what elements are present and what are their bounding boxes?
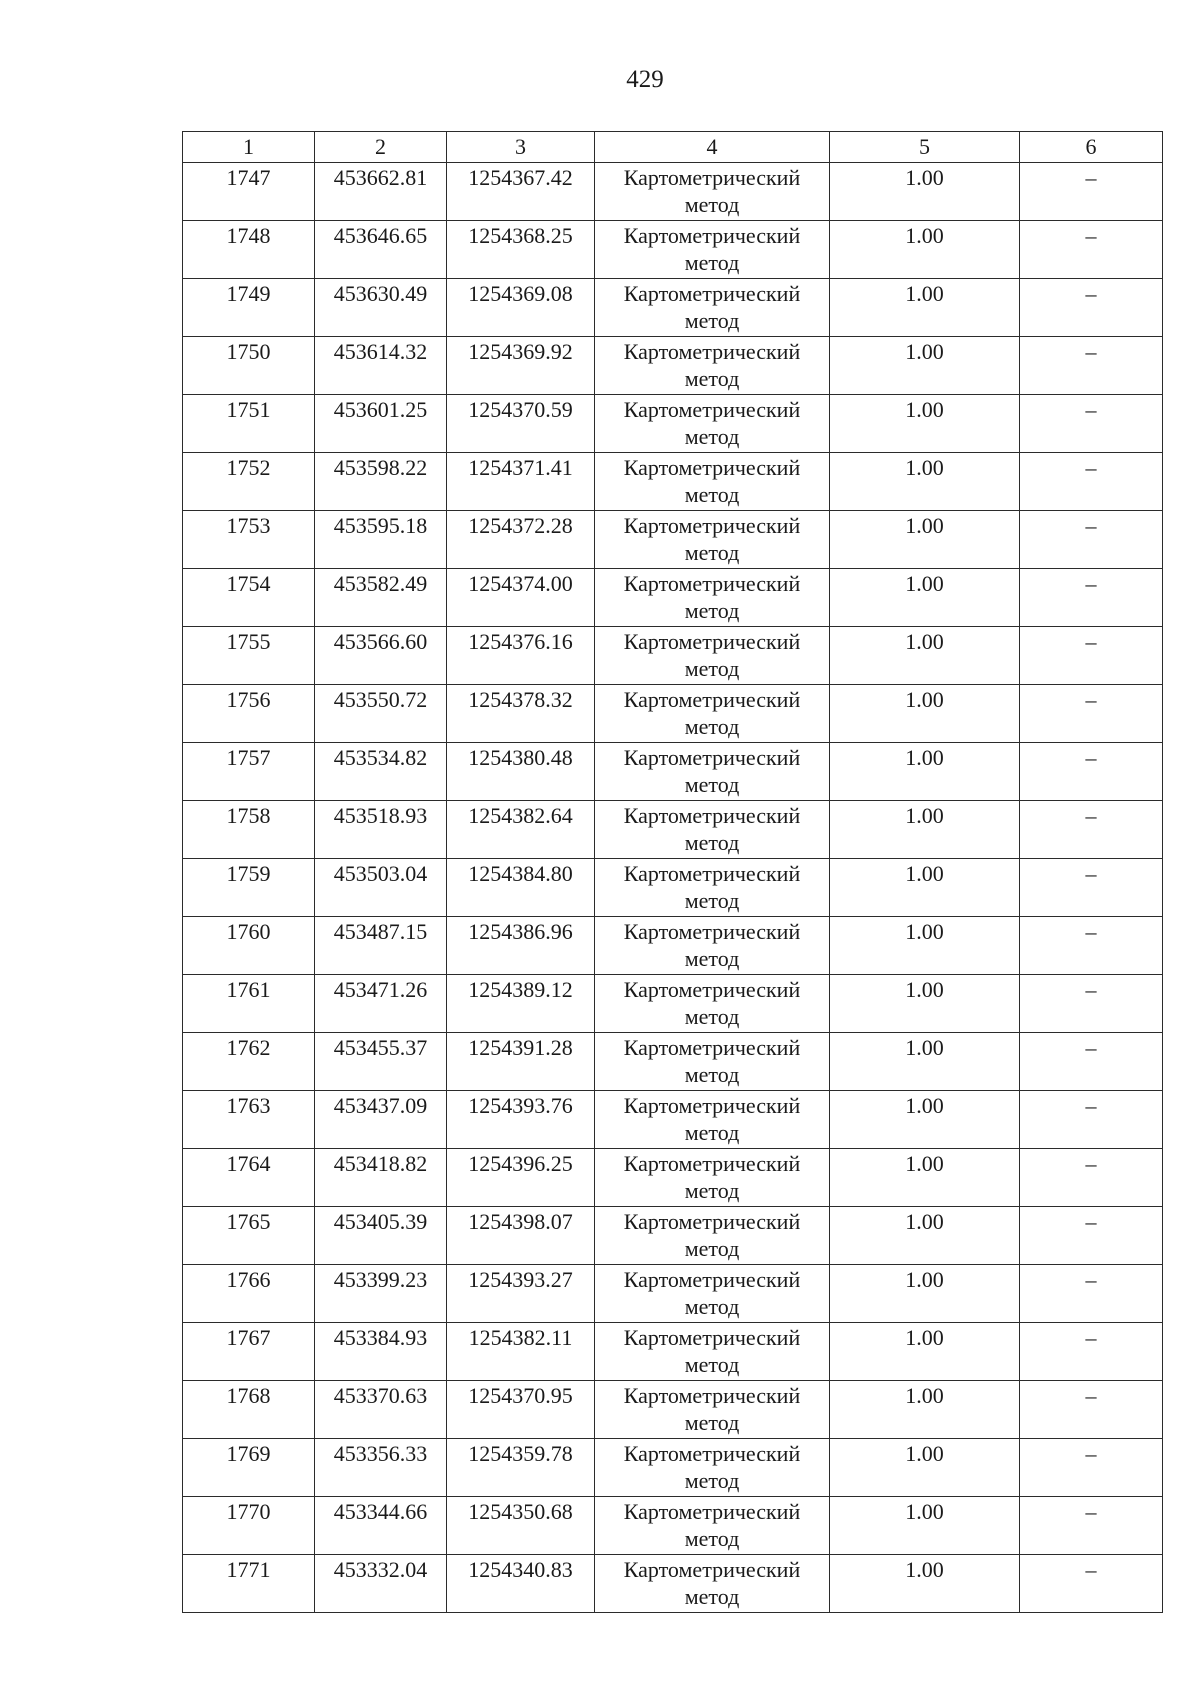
table-row	[183, 163, 1163, 221]
y-coordinate-cell: 1254368.25	[447, 221, 595, 279]
point-number-cell: 1758	[183, 801, 315, 859]
accuracy-cell: 1.00	[830, 1439, 1020, 1497]
table-row	[183, 975, 1163, 1033]
method-line-2: метод	[684, 308, 740, 333]
accuracy-cell: 1.00	[830, 395, 1020, 453]
point-number-cell: 1770	[183, 1497, 315, 1555]
accuracy-cell: 1.00	[830, 975, 1020, 1033]
method-cell	[595, 917, 830, 975]
method-line-1: Картометрический	[623, 1325, 801, 1350]
point-number-cell: 1754	[183, 569, 315, 627]
x-coordinate-cell: 453534.82	[315, 743, 447, 801]
method-line-1: Картометрический	[623, 1035, 801, 1060]
table-body	[183, 163, 1163, 1613]
method-cell	[595, 1207, 830, 1265]
note-cell: –	[1020, 1381, 1163, 1439]
x-coordinate-cell: 453550.72	[315, 685, 447, 743]
method-cell	[595, 1323, 830, 1381]
point-number-cell: 1753	[183, 511, 315, 569]
method-line-1: Картометрический	[623, 513, 801, 538]
x-coordinate-cell: 453405.39	[315, 1207, 447, 1265]
column-header-3: 3	[447, 132, 595, 163]
accuracy-cell: 1.00	[830, 685, 1020, 743]
x-coordinate-cell: 453646.65	[315, 221, 447, 279]
point-number-cell: 1751	[183, 395, 315, 453]
x-coordinate-cell: 453487.15	[315, 917, 447, 975]
note-cell: –	[1020, 1323, 1163, 1381]
x-coordinate-cell: 453384.93	[315, 1323, 447, 1381]
column-header-6: 6	[1020, 132, 1163, 163]
x-coordinate-cell: 453598.22	[315, 453, 447, 511]
y-coordinate-cell: 1254384.80	[447, 859, 595, 917]
table-row	[183, 1149, 1163, 1207]
note-cell: –	[1020, 1265, 1163, 1323]
accuracy-cell: 1.00	[830, 569, 1020, 627]
accuracy-cell: 1.00	[830, 627, 1020, 685]
method-cell	[595, 1265, 830, 1323]
note-cell: –	[1020, 1091, 1163, 1149]
method-line-1: Картометрический	[623, 223, 801, 248]
method-line-1: Картометрический	[623, 919, 801, 944]
point-number-cell: 1765	[183, 1207, 315, 1265]
method-line-2: метод	[684, 714, 740, 739]
point-number-cell: 1759	[183, 859, 315, 917]
note-cell: –	[1020, 453, 1163, 511]
method-cell	[595, 163, 830, 221]
note-cell: –	[1020, 395, 1163, 453]
method-line-2: метод	[684, 1062, 740, 1087]
y-coordinate-cell: 1254396.25	[447, 1149, 595, 1207]
table-row	[183, 801, 1163, 859]
y-coordinate-cell: 1254382.11	[447, 1323, 595, 1381]
accuracy-cell: 1.00	[830, 917, 1020, 975]
x-coordinate-cell: 453455.37	[315, 1033, 447, 1091]
method-line-2: метод	[684, 1584, 740, 1609]
point-number-cell: 1764	[183, 1149, 315, 1207]
table-row	[183, 453, 1163, 511]
y-coordinate-cell: 1254370.59	[447, 395, 595, 453]
method-line-1: Картометрический	[623, 1499, 801, 1524]
table-row	[183, 685, 1163, 743]
point-number-cell: 1755	[183, 627, 315, 685]
y-coordinate-cell: 1254391.28	[447, 1033, 595, 1091]
x-coordinate-cell: 453471.26	[315, 975, 447, 1033]
point-number-cell: 1760	[183, 917, 315, 975]
method-cell	[595, 569, 830, 627]
y-coordinate-cell: 1254359.78	[447, 1439, 595, 1497]
y-coordinate-cell: 1254369.92	[447, 337, 595, 395]
method-cell	[595, 1091, 830, 1149]
method-line-1: Картометрический	[623, 165, 801, 190]
method-cell	[595, 1033, 830, 1091]
method-line-2: метод	[684, 772, 740, 797]
x-coordinate-cell: 453630.49	[315, 279, 447, 337]
note-cell: –	[1020, 511, 1163, 569]
x-coordinate-cell: 453503.04	[315, 859, 447, 917]
method-cell	[595, 221, 830, 279]
method-line-2: метод	[684, 250, 740, 275]
method-cell	[595, 1381, 830, 1439]
method-line-2: метод	[684, 656, 740, 681]
note-cell: –	[1020, 859, 1163, 917]
method-cell	[595, 685, 830, 743]
note-cell: –	[1020, 163, 1163, 221]
point-number-cell: 1766	[183, 1265, 315, 1323]
method-line-2: метод	[684, 540, 740, 565]
accuracy-cell: 1.00	[830, 279, 1020, 337]
x-coordinate-cell: 453566.60	[315, 627, 447, 685]
table-row	[183, 859, 1163, 917]
method-line-1: Картометрический	[623, 1209, 801, 1234]
note-cell: –	[1020, 221, 1163, 279]
method-line-1: Картометрический	[623, 339, 801, 364]
note-cell: –	[1020, 1207, 1163, 1265]
y-coordinate-cell: 1254350.68	[447, 1497, 595, 1555]
note-cell: –	[1020, 917, 1163, 975]
method-line-2: метод	[684, 1352, 740, 1377]
method-line-1: Картометрический	[623, 1267, 801, 1292]
note-cell: –	[1020, 685, 1163, 743]
method-cell	[595, 975, 830, 1033]
point-number-cell: 1768	[183, 1381, 315, 1439]
x-coordinate-cell: 453332.04	[315, 1555, 447, 1613]
y-coordinate-cell: 1254370.95	[447, 1381, 595, 1439]
page-number: 429	[626, 66, 664, 93]
method-line-2: метод	[684, 1178, 740, 1203]
x-coordinate-cell: 453370.63	[315, 1381, 447, 1439]
y-coordinate-cell: 1254378.32	[447, 685, 595, 743]
table-row	[183, 1033, 1163, 1091]
method-line-1: Картометрический	[623, 571, 801, 596]
table-row	[183, 221, 1163, 279]
note-cell: –	[1020, 1439, 1163, 1497]
method-line-1: Картометрический	[623, 1557, 801, 1582]
method-line-2: метод	[684, 830, 740, 855]
y-coordinate-cell: 1254376.16	[447, 627, 595, 685]
column-header-1: 1	[183, 132, 315, 163]
y-coordinate-cell: 1254380.48	[447, 743, 595, 801]
method-cell	[595, 859, 830, 917]
x-coordinate-cell: 453418.82	[315, 1149, 447, 1207]
accuracy-cell: 1.00	[830, 1149, 1020, 1207]
table-row	[183, 569, 1163, 627]
accuracy-cell: 1.00	[830, 801, 1020, 859]
x-coordinate-cell: 453614.32	[315, 337, 447, 395]
note-cell: –	[1020, 337, 1163, 395]
method-line-2: метод	[684, 946, 740, 971]
method-line-1: Картометрический	[623, 745, 801, 770]
accuracy-cell: 1.00	[830, 337, 1020, 395]
y-coordinate-cell: 1254389.12	[447, 975, 595, 1033]
table-row	[183, 395, 1163, 453]
method-line-1: Картометрический	[623, 861, 801, 886]
point-number-cell: 1749	[183, 279, 315, 337]
accuracy-cell: 1.00	[830, 221, 1020, 279]
method-line-1: Картометрический	[623, 1383, 801, 1408]
accuracy-cell: 1.00	[830, 743, 1020, 801]
method-line-1: Картометрический	[623, 1093, 801, 1118]
note-cell: –	[1020, 975, 1163, 1033]
method-cell	[595, 1149, 830, 1207]
table-row	[183, 511, 1163, 569]
method-line-2: метод	[684, 1526, 740, 1551]
x-coordinate-cell: 453344.66	[315, 1497, 447, 1555]
y-coordinate-cell: 1254340.83	[447, 1555, 595, 1613]
accuracy-cell: 1.00	[830, 1265, 1020, 1323]
point-number-cell: 1748	[183, 221, 315, 279]
x-coordinate-cell: 453356.33	[315, 1439, 447, 1497]
method-line-2: метод	[684, 366, 740, 391]
accuracy-cell: 1.00	[830, 1207, 1020, 1265]
table-row	[183, 627, 1163, 685]
method-line-1: Картометрический	[623, 1151, 801, 1176]
point-number-cell: 1771	[183, 1555, 315, 1613]
note-cell: –	[1020, 627, 1163, 685]
method-cell	[595, 627, 830, 685]
x-coordinate-cell: 453437.09	[315, 1091, 447, 1149]
header-row	[183, 132, 1163, 163]
column-header-5: 5	[830, 132, 1020, 163]
method-line-1: Картометрический	[623, 629, 801, 654]
method-cell	[595, 1555, 830, 1613]
method-line-2: метод	[684, 1004, 740, 1029]
column-header-2: 2	[315, 132, 447, 163]
accuracy-cell: 1.00	[830, 511, 1020, 569]
x-coordinate-cell: 453662.81	[315, 163, 447, 221]
method-line-2: метод	[684, 482, 740, 507]
method-cell	[595, 337, 830, 395]
method-cell	[595, 511, 830, 569]
note-cell: –	[1020, 1555, 1163, 1613]
table-row	[183, 1323, 1163, 1381]
point-number-cell: 1767	[183, 1323, 315, 1381]
note-cell: –	[1020, 1033, 1163, 1091]
method-line-1: Картометрический	[623, 397, 801, 422]
table-row	[183, 1381, 1163, 1439]
method-line-2: метод	[684, 888, 740, 913]
method-cell	[595, 453, 830, 511]
note-cell: –	[1020, 801, 1163, 859]
accuracy-cell: 1.00	[830, 1555, 1020, 1613]
method-line-1: Картометрический	[623, 1441, 801, 1466]
y-coordinate-cell: 1254393.76	[447, 1091, 595, 1149]
method-cell	[595, 279, 830, 337]
point-number-cell: 1761	[183, 975, 315, 1033]
accuracy-cell: 1.00	[830, 1381, 1020, 1439]
method-line-1: Картометрический	[623, 687, 801, 712]
note-cell: –	[1020, 569, 1163, 627]
note-cell: –	[1020, 1149, 1163, 1207]
method-cell	[595, 801, 830, 859]
y-coordinate-cell: 1254374.00	[447, 569, 595, 627]
y-coordinate-cell: 1254386.96	[447, 917, 595, 975]
point-number-cell: 1752	[183, 453, 315, 511]
y-coordinate-cell: 1254369.08	[447, 279, 595, 337]
table-header	[183, 132, 1163, 163]
y-coordinate-cell: 1254398.07	[447, 1207, 595, 1265]
method-line-2: метод	[684, 1410, 740, 1435]
method-line-2: метод	[684, 1468, 740, 1493]
point-number-cell: 1756	[183, 685, 315, 743]
y-coordinate-cell: 1254372.28	[447, 511, 595, 569]
method-cell	[595, 395, 830, 453]
method-cell	[595, 1497, 830, 1555]
accuracy-cell: 1.00	[830, 1497, 1020, 1555]
method-line-2: метод	[684, 192, 740, 217]
method-line-2: метод	[684, 424, 740, 449]
method-line-2: метод	[684, 1236, 740, 1261]
point-number-cell: 1769	[183, 1439, 315, 1497]
method-line-1: Картометрический	[623, 977, 801, 1002]
table-row	[183, 1497, 1163, 1555]
x-coordinate-cell: 453582.49	[315, 569, 447, 627]
table-row	[183, 1439, 1163, 1497]
table-row	[183, 1265, 1163, 1323]
point-number-cell: 1757	[183, 743, 315, 801]
y-coordinate-cell: 1254371.41	[447, 453, 595, 511]
table-row	[183, 1555, 1163, 1613]
note-cell: –	[1020, 743, 1163, 801]
method-line-2: метод	[684, 598, 740, 623]
y-coordinate-cell: 1254367.42	[447, 163, 595, 221]
point-number-cell: 1762	[183, 1033, 315, 1091]
accuracy-cell: 1.00	[830, 163, 1020, 221]
note-cell: –	[1020, 279, 1163, 337]
y-coordinate-cell: 1254393.27	[447, 1265, 595, 1323]
x-coordinate-cell: 453399.23	[315, 1265, 447, 1323]
point-number-cell: 1750	[183, 337, 315, 395]
table-row	[183, 743, 1163, 801]
table-row	[183, 1091, 1163, 1149]
table-row	[183, 337, 1163, 395]
accuracy-cell: 1.00	[830, 859, 1020, 917]
method-line-1: Картометрический	[623, 281, 801, 306]
point-number-cell: 1763	[183, 1091, 315, 1149]
method-line-2: метод	[684, 1294, 740, 1319]
accuracy-cell: 1.00	[830, 1323, 1020, 1381]
point-number-cell: 1747	[183, 163, 315, 221]
x-coordinate-cell: 453518.93	[315, 801, 447, 859]
table-row	[183, 1207, 1163, 1265]
accuracy-cell: 1.00	[830, 1033, 1020, 1091]
x-coordinate-cell: 453601.25	[315, 395, 447, 453]
accuracy-cell: 1.00	[830, 1091, 1020, 1149]
table-row	[183, 279, 1163, 337]
method-cell	[595, 1439, 830, 1497]
table-row	[183, 917, 1163, 975]
method-line-2: метод	[684, 1120, 740, 1145]
note-cell: –	[1020, 1497, 1163, 1555]
coordinates-table	[182, 131, 1163, 1613]
accuracy-cell: 1.00	[830, 453, 1020, 511]
column-header-4: 4	[595, 132, 830, 163]
y-coordinate-cell: 1254382.64	[447, 801, 595, 859]
method-cell	[595, 743, 830, 801]
method-line-1: Картометрический	[623, 455, 801, 480]
x-coordinate-cell: 453595.18	[315, 511, 447, 569]
method-line-1: Картометрический	[623, 803, 801, 828]
